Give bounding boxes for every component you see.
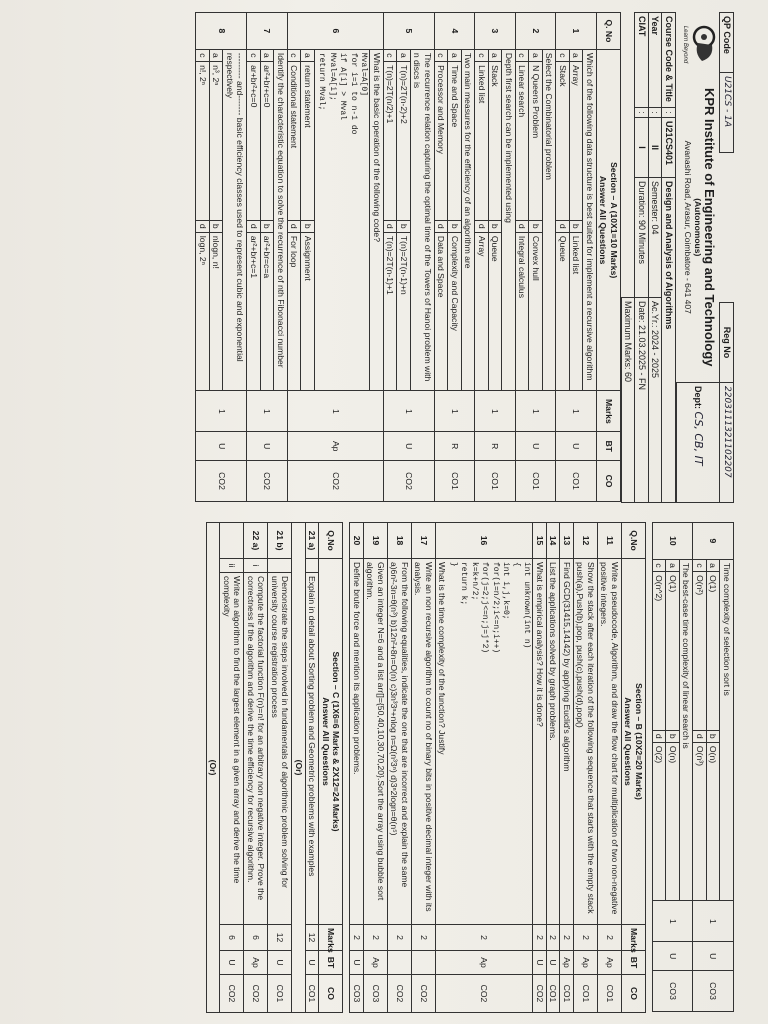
option-b-letter: b xyxy=(707,730,721,742)
marks: 12 xyxy=(268,925,292,951)
marks: 1 xyxy=(384,391,435,432)
course-outcome: CO1 xyxy=(516,461,557,502)
option-a-letter: a xyxy=(301,49,315,61)
course-outcome: CO1 xyxy=(475,461,516,502)
section-a-continued-table xyxy=(652,522,734,1012)
option-b: T(n)=2T(n-1)+n xyxy=(397,232,411,391)
bt-level: U xyxy=(533,951,547,975)
question-number: 10 xyxy=(653,523,694,560)
col-co-b: CO xyxy=(622,975,646,1013)
question-text xyxy=(436,559,534,925)
question-number: 12 xyxy=(574,523,598,559)
option-a: O(1) xyxy=(707,572,721,731)
option-c-letter: c xyxy=(693,559,707,571)
question-text: Two main measures for the efficiency of an algorithm are xyxy=(462,49,476,391)
bt-level: U xyxy=(547,951,561,975)
option-d-letter: d xyxy=(475,220,489,232)
question-text xyxy=(533,559,547,925)
question-text xyxy=(412,559,436,925)
option-a-letter: a xyxy=(570,49,584,61)
marks: 6 xyxy=(220,925,244,951)
question-row xyxy=(533,523,547,1013)
section-b-title: Section – B (10X2=20 Marks) xyxy=(634,683,644,800)
question-number: 21 b) xyxy=(268,523,292,559)
option-a: Array xyxy=(570,62,584,221)
option-a: n³, 2ⁿ xyxy=(210,62,224,221)
option-c-letter: c xyxy=(475,49,489,61)
marks: 2 xyxy=(598,925,622,951)
bt-level: U xyxy=(516,432,557,461)
option-d: O(2) xyxy=(653,742,667,901)
question-code: Mval=A[0] for i=1 to n-1 do if A[i] > Mval Mval=A[i]; return Mval; xyxy=(315,49,371,391)
question-row xyxy=(598,523,622,1013)
question-row xyxy=(364,523,388,1013)
question-row xyxy=(583,13,597,502)
duration: Duration: 90 Minutes xyxy=(635,178,649,298)
course-outcome: CO1 xyxy=(598,975,622,1013)
course-outcome: CO3 xyxy=(693,971,734,1012)
option-c-letter: c xyxy=(196,49,210,61)
question-number: 18 xyxy=(388,523,412,559)
question-text-line: Write an non recursive algorithm to count no of binary bits in positive decimal integer with its analysis. xyxy=(413,562,434,912)
option-a: Time and Space xyxy=(448,62,462,221)
section-a-title: Section – A (10X1=10 Marks) xyxy=(609,162,619,279)
option-a: return statement xyxy=(301,62,315,221)
left-half xyxy=(34,12,734,502)
option-d: ar²+br+c=1 xyxy=(247,232,261,391)
question-number: 13 xyxy=(560,523,574,559)
question-text xyxy=(547,559,561,925)
question-text: Which of the following data structure is best suited for implement a recursive algorithm xyxy=(583,49,597,391)
question-row xyxy=(388,523,412,1013)
question-text: Write an algorithm to find the largest element in a given array and derive the time complexity xyxy=(220,573,244,925)
question-number: 6 xyxy=(288,13,384,50)
option-b: nlogn, n! xyxy=(210,232,224,391)
option-b: ar²+br=c=a xyxy=(261,232,275,391)
course-outcome: CO2 xyxy=(533,975,547,1013)
year-label: Year xyxy=(649,13,663,108)
option-d: Queue xyxy=(556,232,570,391)
question-row xyxy=(680,523,694,1012)
option-c: Linear search xyxy=(516,62,530,221)
question-row xyxy=(223,13,247,502)
sub-part: ii xyxy=(220,559,244,573)
option-b-letter: b xyxy=(489,220,503,232)
question-text: The recurrence relation capturing the optimal time of the Towers of Hanoi problem with n discs is xyxy=(411,49,435,391)
course-outcome: CO2 xyxy=(196,461,247,502)
section-a-subtitle: Answer All Questions xyxy=(598,175,609,265)
course-outcome: CO2 xyxy=(384,461,435,502)
option-b-letter: b xyxy=(397,220,411,232)
option-d-letter: d xyxy=(384,220,398,232)
bt-level: Ap xyxy=(598,951,622,975)
question-text-line: Show the stack after each iteration of the following sequence that starts with the empty stack push(a),Push(b),pop, push(c),push(d),pop() xyxy=(575,562,596,914)
bt-level: U xyxy=(247,432,288,461)
question-row xyxy=(543,13,557,502)
option-a-letter: a xyxy=(489,49,503,61)
bt-level: Ap xyxy=(436,951,534,975)
option-c: Conditional statement xyxy=(288,62,302,221)
col-marks-c: Marks xyxy=(319,925,343,951)
question-text: Select the Combinatorial problem xyxy=(543,49,557,391)
col-qno-b: Q.No xyxy=(622,523,646,559)
question-number: 21 a) xyxy=(306,523,320,559)
question-row xyxy=(720,523,734,1012)
option-c-letter: c xyxy=(435,49,449,61)
option-d-letter: d xyxy=(653,730,667,742)
question-number: 7 xyxy=(247,13,288,50)
course-label: Course Code & Title xyxy=(662,13,676,108)
bt-level: Ap xyxy=(560,951,574,975)
question-number: 8 xyxy=(196,13,247,50)
reg-no-value: 2203111321102207 xyxy=(720,383,734,503)
option-b: Queue xyxy=(489,232,503,391)
option-a-letter: a xyxy=(261,49,275,61)
marks: 2 xyxy=(388,925,412,951)
course-info-table: Course Code & Title : U21CS401 Design and Analysis of Algorithms Year : II Semester: 04 Ac.Yr.: 2024 - 2025 CIAT : I Duration: 90 Minutes Date: 21.03.2025 - FN Maximum Marks: 60 xyxy=(621,12,676,503)
option-d-letter: d xyxy=(196,220,210,232)
option-d-letter: d xyxy=(288,220,302,232)
col-bt: BT xyxy=(597,432,621,461)
question-text-line: Define brute force and mention its application problems. xyxy=(352,562,362,775)
question-row xyxy=(462,13,476,502)
question-row xyxy=(220,523,244,1013)
option-b: Assignment xyxy=(301,232,315,391)
course-outcome: CO3 xyxy=(350,975,364,1013)
question-number: 11 xyxy=(598,523,622,559)
option-b-letter: b xyxy=(570,220,584,232)
section-c-table xyxy=(206,522,344,1013)
bt-level: U xyxy=(306,951,320,975)
question-text-line: Given an integer N=6 and a list arr[]={50,40,10,30,70,20}.Sort the array using bubble sort algorithm. xyxy=(365,562,386,901)
question-text-line: What is the time complexity of the function? Justify xyxy=(437,562,448,755)
question-row xyxy=(574,523,598,1013)
option-a: ar²+br+c=0 xyxy=(261,62,275,221)
question-text: Depth first search can be implemented using xyxy=(502,49,516,391)
option-d: Data and Space xyxy=(435,232,449,391)
sub-part xyxy=(306,559,320,573)
bt-level: U xyxy=(220,951,244,975)
question-row xyxy=(436,523,534,1013)
question-number: 14 xyxy=(547,523,561,559)
question-text: The best-case time complexity of linear search is xyxy=(680,559,694,901)
question-number xyxy=(220,523,244,559)
question-text xyxy=(598,559,622,925)
option-a-letter: a xyxy=(448,49,462,61)
question-number: 3 xyxy=(475,13,516,50)
section-a-table xyxy=(196,12,622,502)
header-table xyxy=(676,12,734,503)
option-c: T(n)=2T(n/2)+1 xyxy=(384,62,398,221)
bt-level: U xyxy=(693,942,734,971)
question-text-line: From the following equalities, indicate the one that are incorrect and explain the same a)6n²-3n=θ(n³) b)12n²+8n=O(n) c)3n³3ⁿ+nlog n=Ω(n³3ⁿ) d)3ⁿ2logn=θ(n⁵) xyxy=(389,562,410,888)
marks: 1 xyxy=(196,391,247,432)
bt-level: U xyxy=(196,432,247,461)
question-number: 22 a) xyxy=(244,523,268,559)
question-text xyxy=(350,559,364,925)
question-text xyxy=(388,559,412,925)
bt-level xyxy=(388,951,412,975)
institute-name: KPR Institute of Engineering and Technology xyxy=(701,87,717,367)
marks: 2 xyxy=(350,925,364,951)
bt-level: R xyxy=(435,432,476,461)
option-b: Convex hull xyxy=(529,232,543,391)
option-b: O(n) xyxy=(666,742,680,901)
option-c: ar+br²+c=0 xyxy=(247,62,261,221)
option-c: O(n^2) xyxy=(653,572,667,731)
question-row xyxy=(560,523,574,1013)
question-number: 9 xyxy=(693,523,734,560)
question-text xyxy=(560,559,574,925)
section-b-subtitle: Answer All Questions xyxy=(623,697,634,786)
or-row xyxy=(292,523,306,1013)
question-text: Identify the characteristic equation to solve the recurrence of nth Fibonacci number xyxy=(274,49,288,391)
col-co: CO xyxy=(597,461,621,502)
logo-icon xyxy=(693,25,717,65)
bt-level: U xyxy=(350,951,364,975)
question-code: int unknown(int n) { int i,j,k=0; for(i=n/2;i<=n;i++) for(j=2;j<=n;j=j*2) k=k+n/2; return k; } xyxy=(449,562,532,654)
question-row xyxy=(370,13,384,502)
option-c: Linked list xyxy=(475,62,489,221)
exam-date: Date: 21.03.2025 - FN xyxy=(635,298,649,503)
option-a-letter: a xyxy=(397,49,411,61)
option-a: Stack xyxy=(489,62,503,221)
institute-address: Avanashi Road, Arasur, Coimbatore - 641 407 xyxy=(682,140,693,314)
marks: 2 xyxy=(574,925,598,951)
question-number: 4 xyxy=(435,13,476,50)
bt-level: Ap xyxy=(244,951,268,975)
col-co-c: CO xyxy=(319,975,343,1013)
option-a-letter: a xyxy=(666,559,680,571)
question-number: 15 xyxy=(533,523,547,559)
marks: 1 xyxy=(288,391,384,432)
question-number: 16 xyxy=(436,523,534,559)
question-number: 17 xyxy=(412,523,436,559)
question-text-line: What is empirical analysis? How it is done? xyxy=(535,562,545,727)
option-d: logn, 2ⁿ xyxy=(196,232,210,391)
dept-value: CS, CB, IT xyxy=(692,411,706,466)
course-outcome: CO1 xyxy=(574,975,598,1013)
question-row xyxy=(502,13,516,502)
question-row xyxy=(274,13,288,502)
rotated-page xyxy=(34,12,734,1012)
bt-level: Ap xyxy=(574,951,598,975)
option-b-letter: b xyxy=(210,220,224,232)
question-row xyxy=(306,523,320,1013)
marks: 2 xyxy=(436,925,534,951)
bt-level: Ap xyxy=(288,432,384,461)
reg-no-label: Reg No xyxy=(720,303,734,383)
ciat-value: I xyxy=(635,118,649,178)
option-b-letter: b xyxy=(448,220,462,232)
question-row xyxy=(411,13,435,502)
col-marks-b: Marks xyxy=(622,925,646,951)
course-outcome: CO2 xyxy=(220,975,244,1013)
option-d-letter: d xyxy=(693,730,707,742)
bt-level: U xyxy=(268,951,292,975)
question-number: 2 xyxy=(516,13,557,50)
right-half xyxy=(34,522,734,1012)
bt-level: Ap xyxy=(364,951,388,975)
option-a: N Queens Problem xyxy=(529,62,543,221)
option-c-letter: c xyxy=(556,49,570,61)
sub-part xyxy=(268,559,292,573)
question-text-line: List the applications solved by graph problems. xyxy=(548,562,559,741)
marks: 2 xyxy=(533,925,547,951)
col-qno-c: Q.No xyxy=(319,523,343,559)
course-outcome: CO1 xyxy=(560,975,574,1013)
qp-code-label: QP Code xyxy=(720,13,734,73)
option-d-letter: d xyxy=(556,220,570,232)
section-c-title: Section – C (1X6=6 Marks & 2X12=24 Marks) xyxy=(331,651,342,832)
or-separator: (Or) xyxy=(207,523,221,1013)
course-outcome: CO2 xyxy=(288,461,384,502)
or-separator: (Or) xyxy=(292,523,306,1013)
max-marks: Maximum Marks: 60 xyxy=(622,298,636,503)
bt-level: U xyxy=(384,432,435,461)
question-number: 1 xyxy=(556,13,597,50)
option-c: O(n²) xyxy=(693,572,707,731)
question-number: 5 xyxy=(384,13,435,50)
question-text: Compute the factorial function F(n)=n! for an arbitrary non negative integer. Prove the correctness if the algorithm and derive the time efficiency for recursive algorithm. xyxy=(244,573,268,925)
question-text: Explain in detail about Sorting problem and Geometric problems with examples xyxy=(306,573,320,925)
option-d-letter: d xyxy=(435,220,449,232)
marks: 2 xyxy=(547,925,561,951)
course-outcome: CO2 xyxy=(412,975,436,1013)
option-c-letter: c xyxy=(247,49,261,61)
institute-logo xyxy=(680,15,717,75)
question-row xyxy=(268,523,292,1013)
option-c-letter: c xyxy=(516,49,530,61)
option-b-letter: b xyxy=(529,220,543,232)
question-number: 19 xyxy=(364,523,388,559)
marks: 1 xyxy=(435,391,476,432)
question-row xyxy=(547,523,561,1013)
option-b: O(n) xyxy=(707,742,721,901)
qp-code-value: U21CS - 1A xyxy=(720,73,734,153)
option-d-letter: d xyxy=(247,220,261,232)
course-outcome: CO2 xyxy=(247,461,288,502)
course-outcome: CO1 xyxy=(547,975,561,1013)
marks: 6 xyxy=(244,925,268,951)
institute-autonomous: (Autonomous) xyxy=(693,198,704,257)
question-row xyxy=(244,523,268,1013)
bt-level: U xyxy=(556,432,597,461)
option-b-letter: b xyxy=(261,220,275,232)
ciat-label: CIAT xyxy=(635,13,649,108)
marks: 1 xyxy=(693,901,734,942)
col-marks: Marks xyxy=(597,391,621,432)
academic-year: Ac.Yr.: 2024 - 2025 xyxy=(649,298,663,503)
logo-tagline: Learn Beyond xyxy=(682,25,688,64)
option-a-letter: a xyxy=(210,49,224,61)
col-bt-c: BT xyxy=(319,951,343,975)
option-b-letter: b xyxy=(301,220,315,232)
question-text: --------- and------- basic efficiency classes used to represent cubic and exponential respectively xyxy=(223,49,247,391)
option-d: O(n³) xyxy=(693,742,707,901)
section-c-subtitle: Answer All Questions xyxy=(321,697,331,786)
marks: 12 xyxy=(306,925,320,951)
course-title: Design and Analysis of Algorithms xyxy=(662,178,676,503)
course-outcome: CO2 xyxy=(388,975,412,1013)
question-number: 20 xyxy=(350,523,364,559)
question-row xyxy=(350,523,364,1013)
question-row xyxy=(412,523,436,1013)
marks: 1 xyxy=(653,901,694,942)
marks: 2 xyxy=(412,925,436,951)
question-text-line: Write a pseudocode, Algorithm, and draw the flow chart for multiplication of two non-negative positive integers. xyxy=(599,562,620,915)
question-text xyxy=(364,559,388,925)
question-text: Demonstrate the steps involved in fundamentals of algorithmic problem solving for university course registration process xyxy=(268,573,292,925)
option-b: Linked list xyxy=(570,232,584,391)
option-d: Integral calculus xyxy=(516,232,530,391)
option-d: For loop xyxy=(288,232,302,391)
option-a-letter: a xyxy=(529,49,543,61)
course-outcome: CO1 xyxy=(435,461,476,502)
course-outcome: CO1 xyxy=(306,975,320,1013)
marks: 2 xyxy=(560,925,574,951)
course-outcome: CO1 xyxy=(556,461,597,502)
marks: 2 xyxy=(364,925,388,951)
option-a-letter: a xyxy=(707,559,721,571)
course-outcome: CO2 xyxy=(244,975,268,1013)
option-c: Stack xyxy=(556,62,570,221)
semester: Semester: 04 xyxy=(649,178,663,298)
bt-level: R xyxy=(475,432,516,461)
option-d-letter: d xyxy=(516,220,530,232)
sub-part: i xyxy=(244,559,268,573)
course-code: U21CS401 xyxy=(662,118,676,178)
question-text: Time complexity of selection sort is xyxy=(720,559,734,901)
question-text: What is the basic operation of the following code? xyxy=(370,49,384,391)
course-outcome: CO3 xyxy=(364,975,388,1013)
course-outcome: CO3 xyxy=(653,971,694,1012)
question-text xyxy=(574,559,598,925)
bt-level xyxy=(412,951,436,975)
option-c: n!, 2ⁿ xyxy=(196,62,210,221)
option-b: Complexity and Capacity xyxy=(448,232,462,391)
year-value: II xyxy=(649,118,663,178)
marks: 1 xyxy=(556,391,597,432)
course-outcome: CO1 xyxy=(268,975,292,1013)
option-d: T(n)=2T(n-1)+1 xyxy=(384,232,398,391)
col-bt-b: BT xyxy=(622,951,646,975)
option-c-letter: c xyxy=(384,49,398,61)
option-b-letter: b xyxy=(666,730,680,742)
bt-level: U xyxy=(653,942,694,971)
option-c-letter: c xyxy=(653,559,667,571)
or-row xyxy=(207,523,221,1013)
option-c-letter: c xyxy=(288,49,302,61)
option-d: Array xyxy=(475,232,489,391)
marks: 1 xyxy=(247,391,288,432)
dept-label: Dept: xyxy=(693,386,704,409)
option-a: O(1) xyxy=(666,572,680,731)
course-outcome: CO2 xyxy=(436,975,534,1013)
section-b-table xyxy=(350,522,647,1013)
option-a: T(n)=2T(n-2)+2 xyxy=(397,62,411,221)
col-qno: Q. No xyxy=(597,13,621,50)
marks: 1 xyxy=(516,391,557,432)
marks: 1 xyxy=(475,391,516,432)
option-c: Processor and Memory xyxy=(435,62,449,221)
question-text-line: Find GCD(31415,14142) by applying Euclid's algorithm xyxy=(562,562,572,772)
